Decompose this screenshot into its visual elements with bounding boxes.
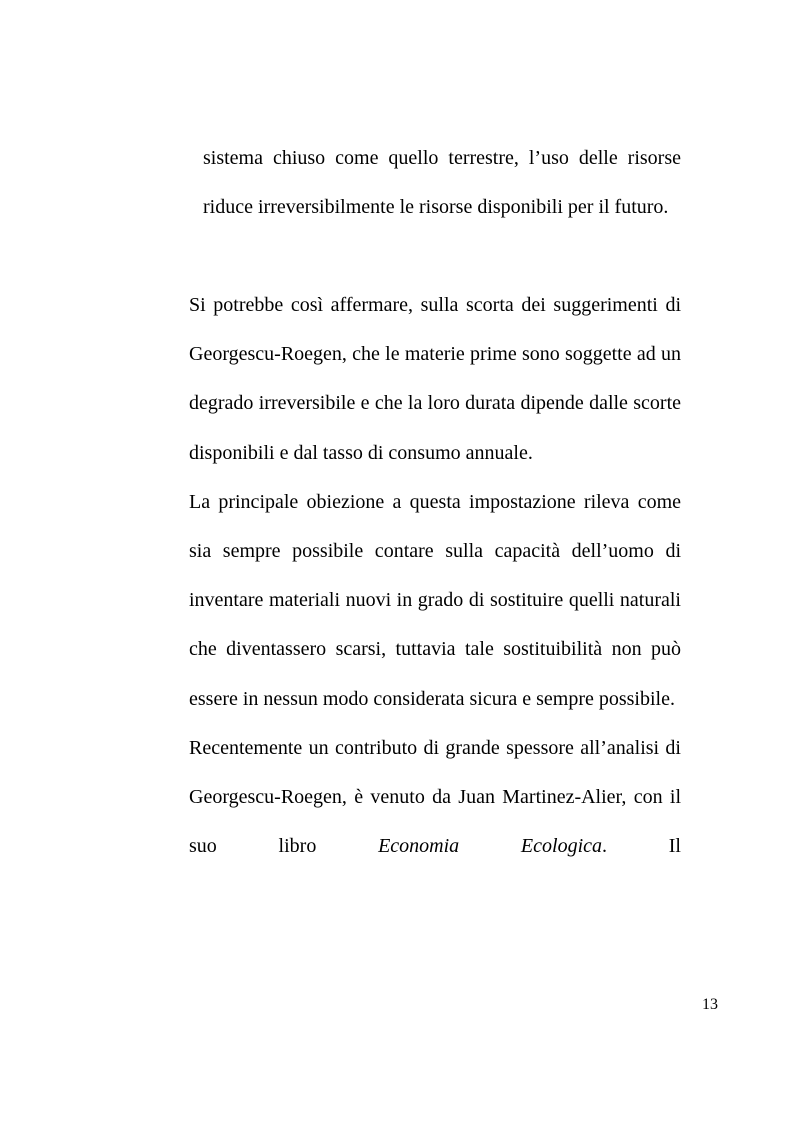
book-title: Economia Ecologica bbox=[378, 835, 603, 858]
paragraph-martinez-alier-lead: Recentemente un contributo di grande spessore all’analisi di Georgescu-Roegen, è venuto da Juan Martinez-Alier, con il suo libro bbox=[189, 736, 681, 858]
paragraph-georgescu-roegen: Si potrebbe così affermare, sulla scorta dei suggerimenti di Georgescu-Roegen, che le materie prime sono soggette ad un degrado irreversibile e che la loro durata dipende dalle scorte disponibili e dal tasso di consumo annuale. bbox=[189, 294, 681, 464]
indented-continuation-block bbox=[203, 134, 681, 232]
paragraph-martinez-alier bbox=[189, 724, 681, 872]
continuation-paragraph: sistema chiuso come quello terrestre, l’uso delle risorse riduce irreversibilmente le risorse disponibili per il futuro. bbox=[203, 147, 681, 219]
main-text-block bbox=[189, 281, 681, 871]
page-number: 13 bbox=[702, 996, 718, 1013]
paragraph-objection: La principale obiezione a questa impostazione rileva come sia sempre possibile contare sulla capacità dell’uomo di inventare materiali nuovi in grado di sostituire quelli naturali che diventassero scarsi, tuttavia tale sostituibilità non può essere in nessun modo considerata sicura e sempre possibile. bbox=[189, 490, 681, 710]
paragraph-martinez-alier-tail: . Il bbox=[602, 835, 681, 858]
